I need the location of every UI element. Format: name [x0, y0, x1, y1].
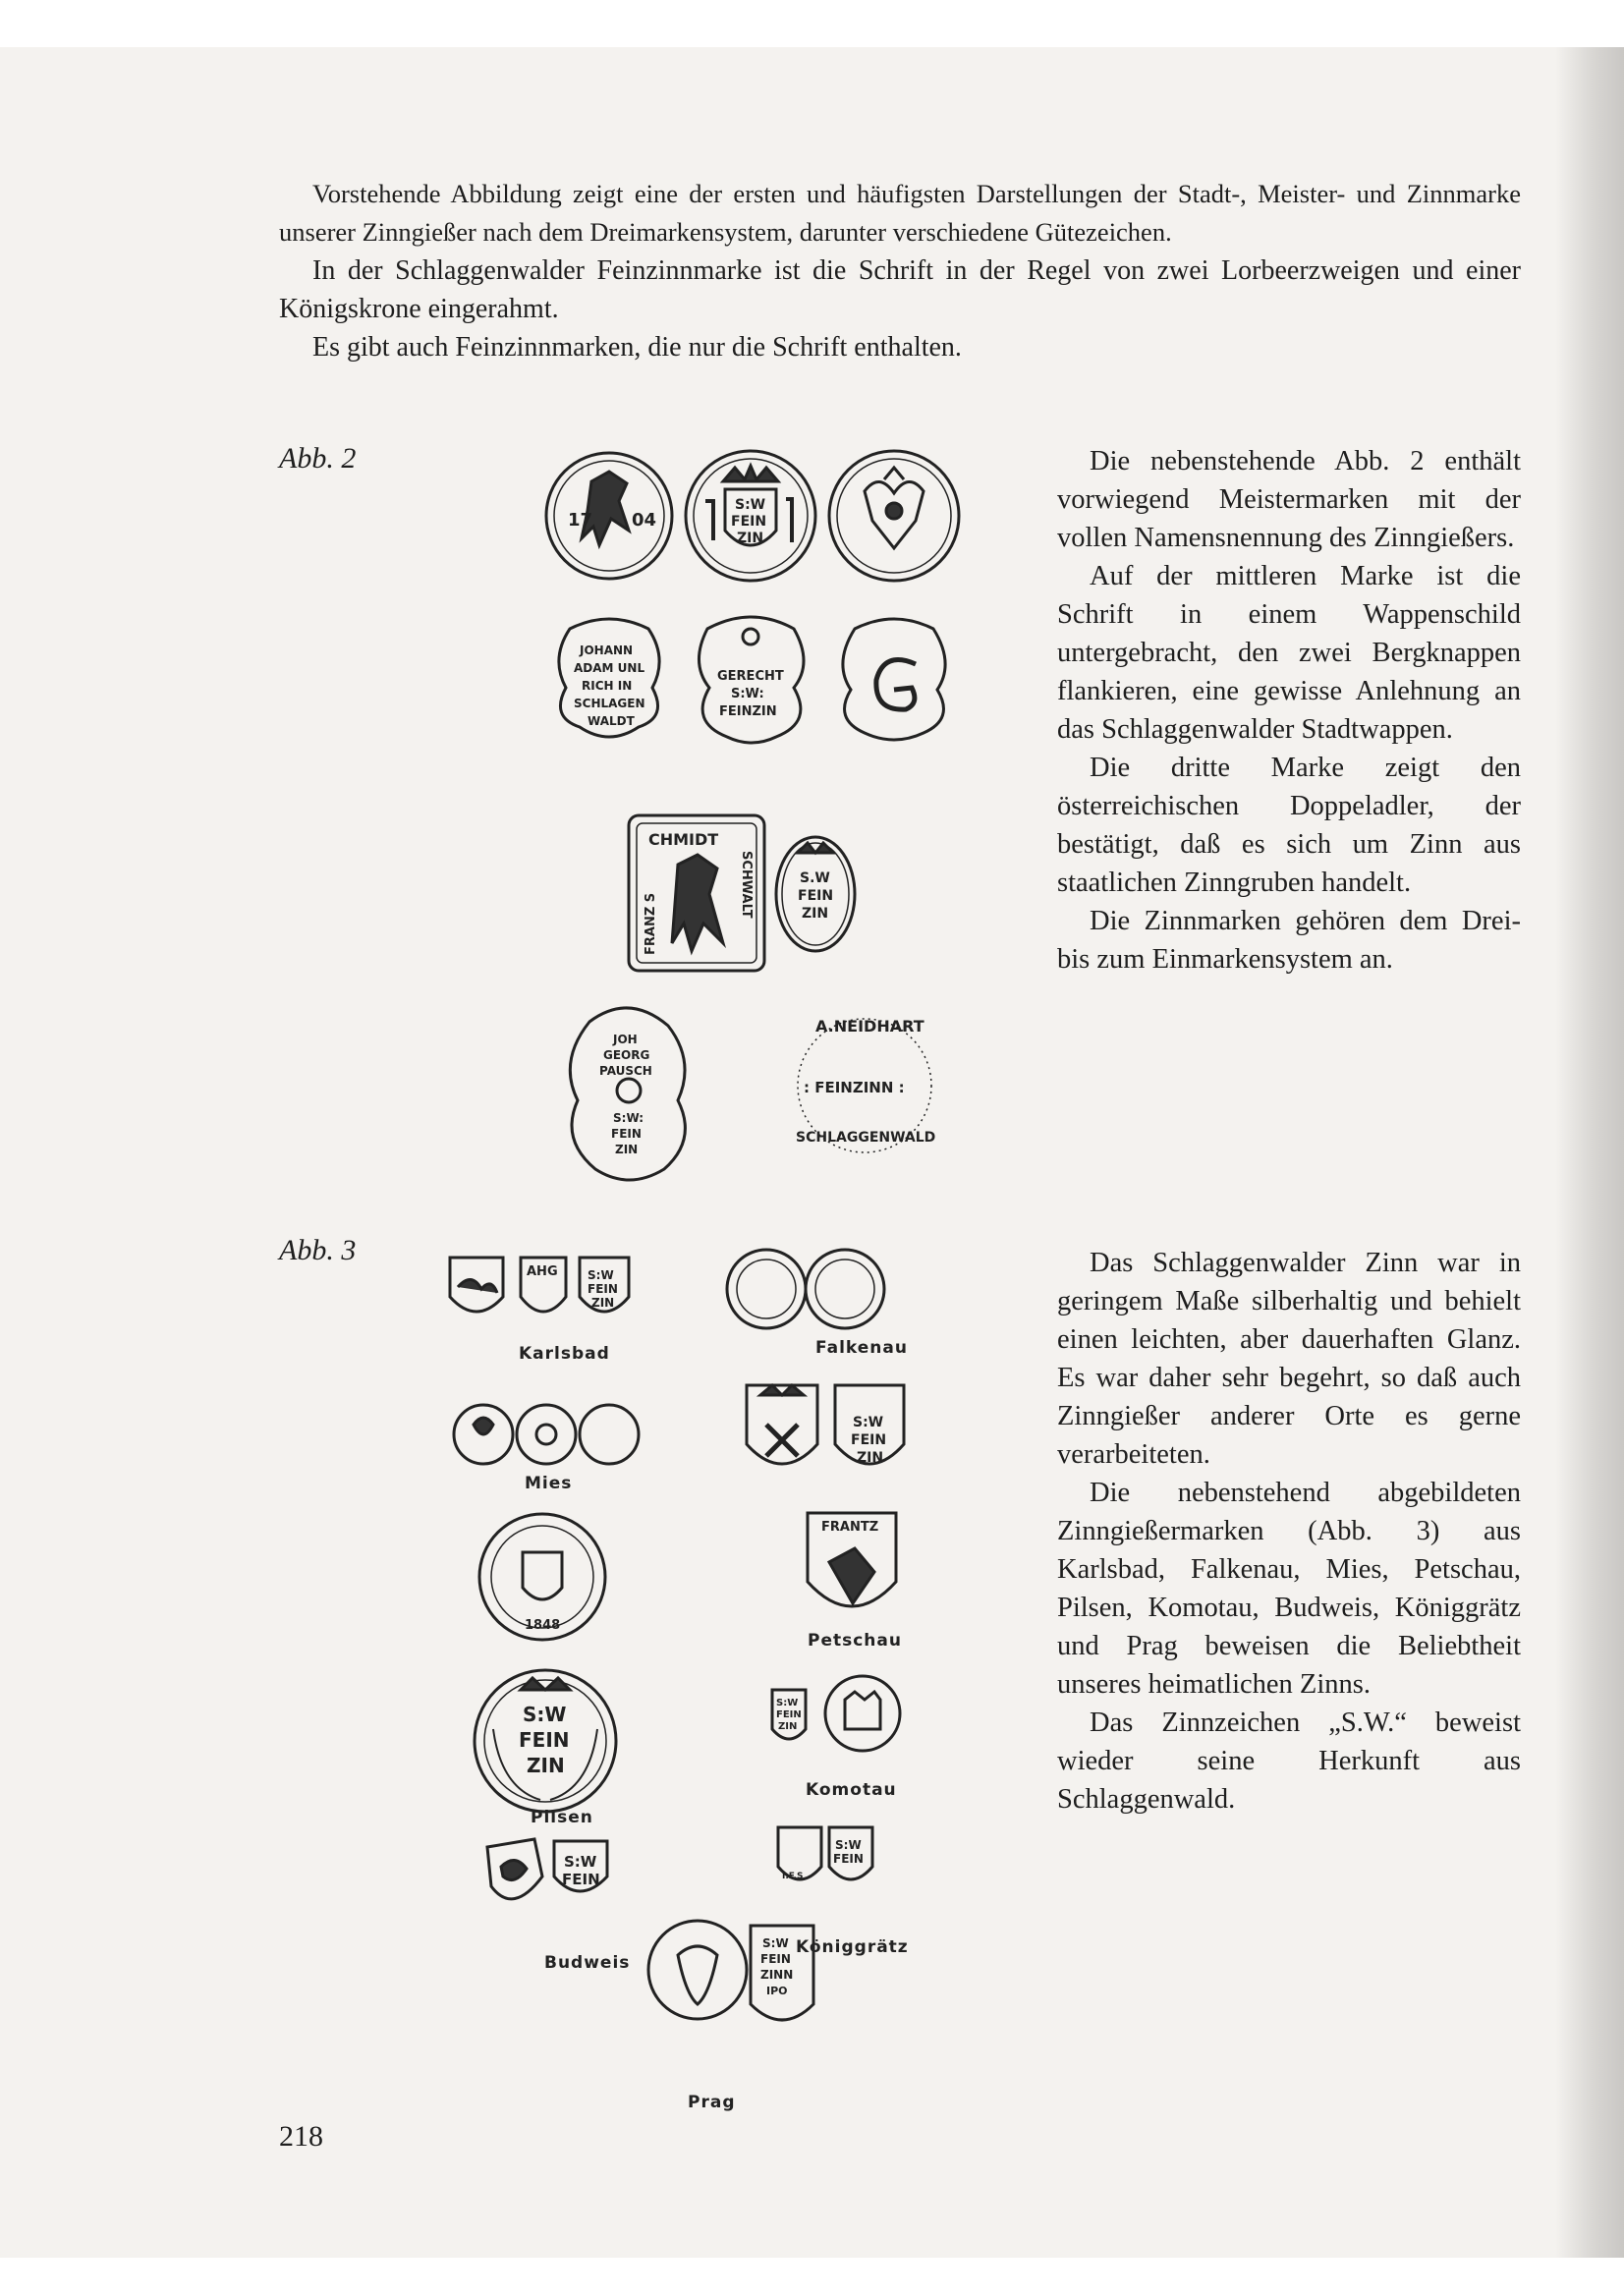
koeniggraetz-fein: FEIN — [833, 1852, 864, 1866]
mark-8-line-3: ZIN — [802, 906, 829, 922]
mark-9-line-4: S:W: — [613, 1111, 644, 1125]
mark-5-line-2: S:W: — [731, 687, 764, 701]
pewter-mark-monogram-g — [843, 619, 945, 740]
caption-prag: Prag — [688, 2093, 736, 2112]
mark-2-line-1: S:W — [735, 497, 766, 513]
falkenau-zin: ZIN — [857, 1450, 884, 1466]
figure-3-text — [1057, 1244, 1521, 1819]
figure-2-marks — [531, 432, 1041, 1208]
pewter-mark-double-eagle — [829, 451, 959, 581]
mies-marks — [454, 1405, 639, 1464]
caption-pilsen: Pilsen — [531, 1808, 593, 1827]
mark-8-line-1: S.W — [800, 870, 830, 886]
intro-paragraph-3: Es gibt auch Feinzinnmarken, die nur die Schrift enthalten. — [312, 332, 962, 363]
fig2-paragraph-1: Die nebenstehende Abb. 2 enthält vorwiegend Meistermarken mit der vollen Namensnennung des Zinngießers. — [1057, 446, 1521, 553]
caption-koeniggraetz: Königgrätz — [796, 1937, 909, 1957]
komotau-zin: ZIN — [778, 1721, 798, 1732]
mark-9-line-5: FEIN — [611, 1127, 642, 1141]
budweis-sw: S:W — [564, 1853, 597, 1871]
prag-sw: S:W — [762, 1936, 789, 1950]
seal-year: 1848 — [525, 1618, 561, 1633]
mark-10-top-text: A.NEIDHART — [815, 1017, 924, 1036]
komotau-sw: S:W — [776, 1698, 799, 1708]
fig2-paragraph-4: Die Zinnmarken gehören dem Drei- bis zum Einmarkensystem an. — [1057, 906, 1521, 975]
prag-zinn: ZINN — [760, 1968, 794, 1982]
mark-2-line-2: FEIN — [731, 514, 767, 530]
mark-7-top-text: CHMIDT — [648, 830, 719, 849]
pilsen-sw: S:W — [523, 1703, 567, 1726]
mark-4-line-1: JOHANN — [580, 644, 634, 657]
fig3-paragraph-3: Das Zinnzeichen „S.W.“ beweist wieder seine Herkunft aus Schlaggenwald. — [1057, 1708, 1521, 1815]
caption-komotau: Komotau — [806, 1780, 897, 1800]
karlsbad-sw: S:W — [588, 1268, 614, 1282]
falkenau-marks — [727, 1250, 884, 1328]
karlsbad-zin: ZIN — [591, 1296, 615, 1310]
fig2-paragraph-3: Die dritte Marke zeigt den österreichischen Doppeladler, der bestätigt, daß es sich um Zinn aus staatlichen Zinngruben handelt. — [1057, 753, 1521, 898]
mark-4-line-4: SCHLAGEN — [574, 697, 645, 710]
mark-5-line-1: GERECHT — [717, 669, 784, 684]
figure-3-label: Abb. 3 — [279, 1234, 357, 1266]
mark-7-right-text: SCHWALT — [739, 851, 754, 919]
pilsen-zin: ZIN — [527, 1754, 565, 1777]
pilsen-fein: FEIN — [519, 1728, 570, 1752]
budweis-fein: FEIN — [562, 1871, 600, 1888]
figure-3-marks — [432, 1238, 943, 2093]
mark-9-line-3: PAUSCH — [599, 1064, 652, 1078]
caption-karlsbad: Karlsbad — [519, 1344, 610, 1364]
mark-5-line-3: FEINZIN — [719, 704, 777, 719]
mark-1-year-right: 04 — [632, 510, 657, 531]
prag-ipo: IPO — [766, 1985, 788, 1997]
falkenau-sw: S:W — [853, 1415, 884, 1430]
intro-paragraph-2: In der Schlaggenwalder Feinzinnmarke ist die Schrift in der Regel von zwei Lorbeerzweigen und einer Königskrone eingerahmt. — [279, 255, 1521, 324]
mark-2-line-3: ZIN — [737, 531, 764, 546]
intro-paragraph-1: Vorstehende Abbildung zeigt eine der ersten und häufigsten Darstellungen der Stadt-, Meister- und Zinnmarke unserer Zinngießer nach dem Dreimarkensystem, darunter verschiedene Gütezeichen. — [279, 179, 1521, 247]
caption-petschau: Petschau — [808, 1631, 902, 1651]
mark-4-line-2: ADAM UNL — [574, 661, 645, 675]
mark-10-middle-text: : FEINZINN : — [804, 1079, 905, 1096]
page-number: 218 — [279, 2120, 323, 2153]
karlsbad-ahg: AHG — [527, 1264, 558, 1279]
page-edge-shadow — [1555, 47, 1624, 2258]
mark-10-bottom-text: SCHLAGGENWALD — [796, 1130, 936, 1146]
petschau-frantz: FRANTZ — [821, 1520, 879, 1535]
karlsbad-fein: FEIN — [588, 1282, 618, 1296]
mark-9-line-2: GEORG — [603, 1048, 650, 1062]
komotau-fein: FEIN — [776, 1709, 802, 1720]
fig2-paragraph-2: Auf der mittleren Marke ist die Schrift in einem Wappenschild untergebracht, den zwei Bergknappen flankieren, eine gewisse Anlehnung an das Schlaggenwalder Stadtwappen. — [1057, 561, 1521, 745]
mark-4-line-5: WALDT — [588, 714, 635, 728]
mark-9-line-6: ZIN — [615, 1143, 639, 1156]
mark-8-line-2: FEIN — [798, 888, 834, 904]
mark-9-line-1: JOH — [613, 1033, 638, 1046]
figure-2-text — [1057, 442, 1521, 979]
caption-mies: Mies — [525, 1474, 573, 1493]
mark-1-year-left: 17 — [568, 510, 593, 531]
fig3-paragraph-1: Das Schlaggenwalder Zinn war in geringem Maße silberhaltig und behielt einen leichten, aber dauerhaften Glanz. Es war daher sehr begehrt, so daß auch Zinngießer anderer Orte es gerne verarbeiteten. — [1057, 1248, 1521, 1470]
intro-text — [279, 175, 1521, 366]
figure-2-label: Abb. 2 — [279, 442, 357, 475]
koeniggraetz-sw: S:W — [835, 1838, 862, 1852]
caption-falkenau: Falkenau — [815, 1338, 908, 1358]
mark-4-line-3: RICH IN — [582, 679, 633, 693]
prag-fein: FEIN — [760, 1952, 791, 1966]
koeniggraetz-ifs: I.F.S — [782, 1872, 804, 1881]
mark-7-left-text: FRANZ S — [644, 892, 658, 955]
fig3-paragraph-2: Die nebenstehend abgebildeten Zinngießermarken (Abb. 3) aus Karlsbad, Falkenau, Mies, Petschau, Pilsen, Komotau, Budweis, Königgrätz und Prag beweisen die Beliebtheit unseres heimatlichen Zinns. — [1057, 1478, 1521, 1700]
falkenau-fein: FEIN — [851, 1432, 887, 1448]
caption-budweis: Budweis — [544, 1953, 631, 1973]
